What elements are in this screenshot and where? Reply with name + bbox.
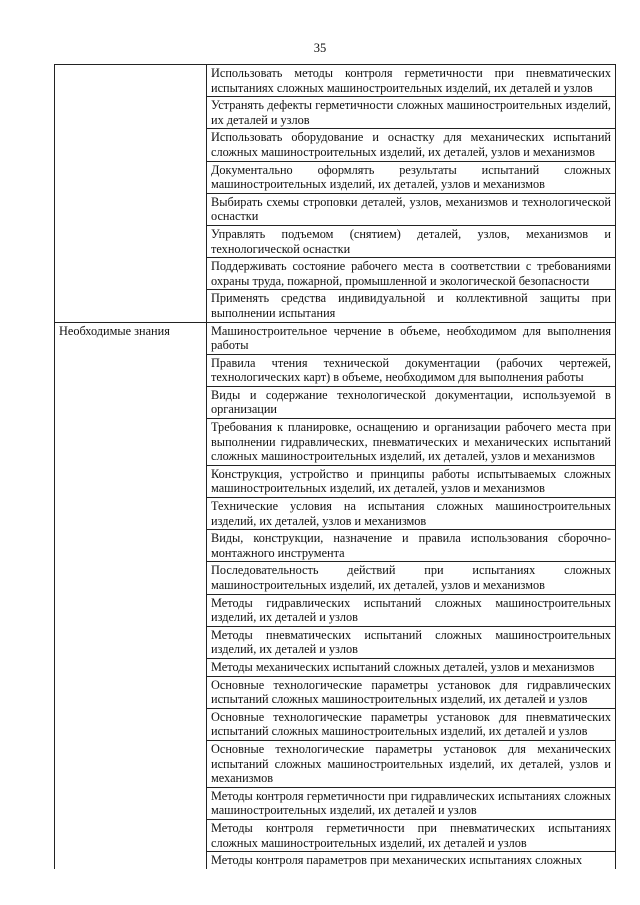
knowledge-cell: Виды, конструкции, назначение и правила использования сборочно-монтажного инструмента [207,530,616,562]
skill-cell: Документально оформлять результаты испытаний сложных машиностроительных изделий, их деталей, узлов и механизмов [207,161,616,193]
knowledge-cell: Правила чтения технической документации (рабочих чертежей, технологических карт) в объеме, необходимом для выполнения работы [207,354,616,386]
table-row [55,65,616,97]
skill-cell: Использовать методы контроля герметичности при пневматических испытаниях сложных машиностроительных изделий, их деталей и узлов [207,65,616,97]
knowledge-cell: Основные технологические параметры установок для механических испытаний сложных машиностроительных изделий, их деталей, узлов и механизмов [207,740,616,787]
knowledge-cell: Методы контроля герметичности при гидравлических испытаниях сложных машиностроительных изделий, их деталей и узлов [207,787,616,819]
knowledge-cell: Конструкция, устройство и принципы работы испытываемых сложных машиностроительных изделий, их деталей, узлов и механизмов [207,465,616,497]
skill-cell: Выбирать схемы строповки деталей, узлов, механизмов и технологической оснастки [207,193,616,225]
knowledge-cell: Технические условия на испытания сложных машиностроительных изделий, их деталей, узлов и механизмов [207,498,616,530]
knowledge-cell: Методы механических испытаний сложных деталей, узлов и механизмов [207,658,616,676]
skill-cell: Устранять дефекты герметичности сложных машиностроительных изделий, их деталей и узлов [207,97,616,129]
skill-cell: Управлять подъемом (снятием) деталей, узлов, механизмов и технологической оснастки [207,225,616,257]
knowledge-cell: Основные технологические параметры установок для пневматических испытаний сложных машиностроительных изделий, их деталей и узлов [207,708,616,740]
knowledge-cell: Методы пневматических испытаний сложных машиностроительных изделий, их деталей и узлов [207,626,616,658]
requirements-table [54,64,616,869]
left-cell-empty [55,65,207,323]
table-row [55,322,616,354]
knowledge-cell: Методы контроля параметров при механических испытаниях сложных [207,852,616,869]
knowledge-label: Необходимые знания [55,322,207,869]
skill-cell: Поддерживать состояние рабочего места в соответствии с требованиями охраны труда, пожарной, промышленной и экологической безопасности [207,258,616,290]
page-number: 35 [313,41,327,55]
knowledge-cell: Методы контроля герметичности при пневматических испытаниях сложных машиностроительных изделий, их деталей и узлов [207,819,616,851]
knowledge-cell: Последовательность действий при испытаниях сложных машиностроительных изделий, их деталей, узлов и механизмов [207,562,616,594]
knowledge-cell: Требования к планировке, оснащению и организации рабочего места при выполнении гидравлических, пневматических и механических испытаний сложных машиностроительных изделий, их деталей, узлов и механизмов [207,419,616,466]
knowledge-cell: Машиностроительное черчение в объеме, необходимом для выполнения работы [207,322,616,354]
knowledge-cell: Виды и содержание технологической документации, используемой в организации [207,386,616,418]
skill-cell: Применять средства индивидуальной и коллективной защиты при выполнении испытания [207,290,616,322]
knowledge-cell: Методы гидравлических испытаний сложных машиностроительных изделий, их деталей и узлов [207,594,616,626]
knowledge-cell: Основные технологические параметры установок для гидравлических испытаний сложных машиностроительных изделий, их деталей и узлов [207,676,616,708]
skill-cell: Использовать оборудование и оснастку для механических испытаний сложных машиностроительных изделий, их деталей, узлов и механизмов [207,129,616,161]
